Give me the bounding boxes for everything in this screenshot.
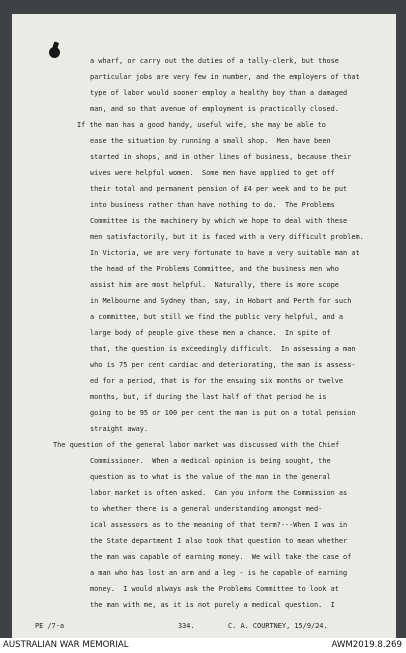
text-line: going to be 95 or 100 per cent the man is put on a total pension (90, 409, 356, 417)
text-line: started in shops, and in other lines of business, because their (90, 153, 352, 161)
text-line: The question of the general labor market was discussed with the Chief (53, 441, 340, 449)
text-line: months, but, if during the last half of that period he is (90, 393, 327, 401)
signature-line: C. A. COURTNEY, 15/9/24. (228, 622, 328, 630)
text-line: the head of the Problems Committee, and the business men who (90, 265, 339, 273)
text-line: type of labor would sooner employ a healthy boy than a damaged (90, 89, 348, 97)
text-line: Commissioner. When a medical opinion is being sought, the (90, 457, 331, 465)
text-line: In Victoria, we are very fortunate to have a very suitable man at (90, 249, 360, 257)
text-line: straight away. (90, 425, 149, 433)
archive-name: AUSTRALIAN WAR MEMORIAL (3, 640, 129, 650)
text-line: money. I would always ask the Problems Committee to look at (90, 585, 339, 593)
page-number: 334. (178, 622, 195, 630)
text-line: into business rather than have nothing to do. The Problems (90, 201, 335, 209)
text-line: particular jobs are very few in number, and the employers of that (90, 73, 360, 81)
text-line: a wharf, or carry out the duties of a tally-clerk, but those (90, 57, 339, 65)
archive-caption-bar (0, 638, 406, 653)
text-line: ed for a period, that is for the ensuing six months or twelve (90, 377, 344, 385)
text-line: ease the situation by running a small shop. Men have been (90, 137, 331, 145)
text-line: a committee, but still we find the public very helpful, and a (90, 313, 344, 321)
text-line: their total and permanent pension of £4 per week and to be put (90, 185, 348, 193)
text-line: who is 75 per cent cardiac and deteriorating, the man is assess- (90, 361, 356, 369)
text-line: to whether there is a general understanding amongst med- (90, 505, 323, 513)
page-footer (12, 618, 396, 634)
text-line: large body of people give these men a chance. In spite of (90, 329, 331, 337)
text-line: wives were helpful women. Some men have applied to get off (90, 169, 335, 177)
text-line: Committee is the machinery by which we hope to deal with these (90, 217, 348, 225)
text-line: a man who has lost an arm and a leg - is he capable of earning (90, 569, 348, 577)
archive-item-id: AWM2019.8.269 (331, 640, 402, 650)
text-line: man, and so that avenue of employment is practically closed. (90, 105, 339, 113)
text-line: the man was capable of earning money. We will take the case of (90, 553, 352, 561)
text-line: that, the question is exceedingly difficult. In assessing a man (90, 345, 356, 353)
footer-reference: PE /7-a (35, 622, 65, 630)
body-text (12, 53, 396, 613)
text-line: assist him are most helpful. Naturally, there is more scope (90, 281, 339, 289)
text-line: men satisfactorily, but it is faced with a very difficult problem. (90, 233, 364, 241)
text-line: If the man has a good handy, useful wife, she may be able to (77, 121, 326, 129)
text-line: labor market is often asked. Can you inform the Commission as (90, 489, 348, 497)
text-line: question as to what is the value of the man in the general (90, 473, 331, 481)
text-line: the man with me, as it is not purely a medical question. I (90, 601, 335, 609)
text-line: the State department I also took that question to mean whether (90, 537, 348, 545)
typed-page (12, 14, 396, 638)
text-line: in Melbourne and Sydney than, say, in Hobart and Perth for such (90, 297, 352, 305)
text-line: ical assessors as to the meaning of that term?---When I was in (90, 521, 348, 529)
